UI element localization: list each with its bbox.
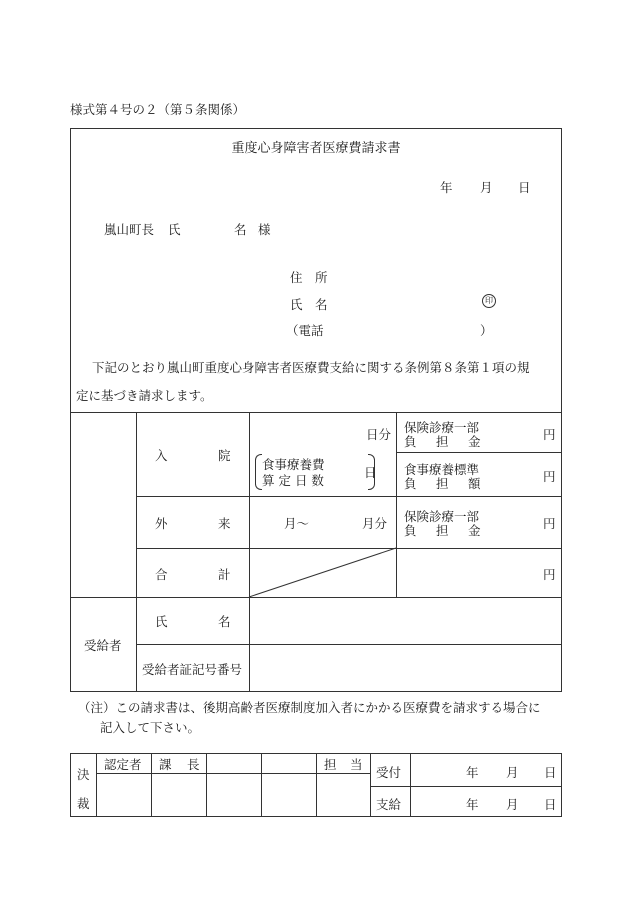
- meal-days-label-2: 算 定 日 数: [262, 473, 324, 488]
- approval-line: [96, 773, 370, 774]
- chief-label-1: 課: [159, 757, 172, 772]
- outpatient-copay-label-2a: 負: [404, 523, 417, 538]
- note-line-1: （注）この請求書は、後期高齢者医療制度加入者にかかる医療費を請求する場合に: [78, 700, 541, 715]
- approval-line: [370, 753, 371, 817]
- inpatient-label-2: 院: [218, 448, 231, 463]
- recipient-name-label-1: 氏: [155, 614, 168, 629]
- approval-line: [151, 753, 152, 817]
- approval-line: [261, 753, 262, 817]
- addressee-name-1: 氏: [168, 222, 181, 237]
- addressee-name-2: 名: [234, 222, 247, 237]
- applicant-phone-open: （電話: [286, 323, 324, 338]
- applicant-address-1: 住: [290, 270, 303, 285]
- date-day: 日: [518, 180, 531, 195]
- chief-label-2: 長: [187, 757, 200, 772]
- statement-line-1: 下記のとおり嵐山町重度心身障害者医療費支給に関する条例第８条第１項の規: [92, 360, 530, 375]
- applicant-name-1: 氏: [290, 297, 303, 312]
- meal-standard-unit: 円: [543, 469, 556, 484]
- inpatient-copay-label-1: 保険診療一部: [404, 420, 480, 435]
- meal-days-label-1: 食事療養費: [262, 457, 325, 472]
- recipient-name-label-2: 名: [218, 614, 231, 629]
- outpatient-label-2: 来: [218, 516, 231, 531]
- statement-line-2: 定に基づき請求します。: [76, 388, 213, 403]
- approval-line: [206, 753, 207, 817]
- inpatient-copay-unit: 円: [543, 427, 556, 442]
- staff-label-2: 当: [350, 757, 363, 772]
- outpatient-copay-unit: 円: [543, 516, 556, 531]
- outpatient-copay-label-1: 保険診療一部: [404, 509, 480, 524]
- inpatient-label-1: 入: [155, 448, 168, 463]
- form-number: 様式第４号の２（第５条関係）: [70, 102, 246, 117]
- outpatient-copay-label-2c: 金: [468, 523, 481, 538]
- applicant-address-2: 所: [315, 270, 328, 285]
- paid-day: 日: [544, 797, 557, 812]
- bracket-open: [255, 454, 262, 490]
- meal-standard-label-2b: 担: [436, 476, 449, 491]
- approval-line: [410, 753, 411, 817]
- approver-label: 認定者: [104, 757, 142, 772]
- total-label-2: 計: [218, 567, 231, 582]
- kessai-label-1: 決: [77, 767, 90, 782]
- recipient-label: 受給者: [84, 638, 122, 653]
- meal-standard-label-1: 食事療養標準: [404, 462, 480, 477]
- paid-label: 支給: [376, 797, 402, 812]
- addressee-office: 嵐山町長: [104, 222, 155, 237]
- inpatient-copay-label-2b: 担: [436, 434, 449, 449]
- applicant-name-2: 名: [315, 297, 328, 312]
- addressee-honorific: 様: [258, 222, 271, 237]
- note-line-2: 記入して下さい。: [100, 720, 201, 735]
- meal-standard-label-2a: 負: [404, 476, 417, 491]
- received-day: 日: [544, 765, 557, 780]
- form-title: 重度心身障害者医療費請求書: [231, 141, 401, 156]
- date-year: 年: [440, 180, 453, 195]
- outpatient-month-unit: 月分: [362, 516, 388, 531]
- inpatient-copay-label-2c: 金: [468, 434, 481, 449]
- applicant-phone-close: ）: [480, 323, 493, 338]
- outpatient-copay-label-2b: 担: [436, 523, 449, 538]
- outpatient-label-1: 外: [155, 516, 168, 531]
- received-year: 年: [466, 765, 479, 780]
- paid-year: 年: [466, 797, 479, 812]
- meal-standard-label-2c: 額: [468, 476, 481, 491]
- kessai-label-2: 裁: [77, 796, 90, 811]
- received-label: 受付: [376, 765, 402, 780]
- inpatient-days-unit: 日分: [366, 427, 392, 442]
- approval-line: [316, 753, 317, 817]
- staff-label-1: 担: [324, 757, 337, 772]
- meal-days-unit: 日: [364, 465, 377, 480]
- approval-line: [96, 753, 97, 817]
- seal-mark: 印: [482, 294, 496, 308]
- outpatient-month-from: 月〜: [284, 516, 310, 531]
- approval-line: [370, 786, 562, 787]
- inpatient-copay-label-2a: 負: [404, 434, 417, 449]
- recipient-cert-label: 受給者証記号番号: [142, 662, 243, 677]
- date-month: 月: [480, 180, 493, 195]
- total-label-1: 合: [155, 567, 168, 582]
- total-unit: 円: [543, 567, 556, 582]
- paid-month: 月: [506, 797, 519, 812]
- received-month: 月: [506, 765, 519, 780]
